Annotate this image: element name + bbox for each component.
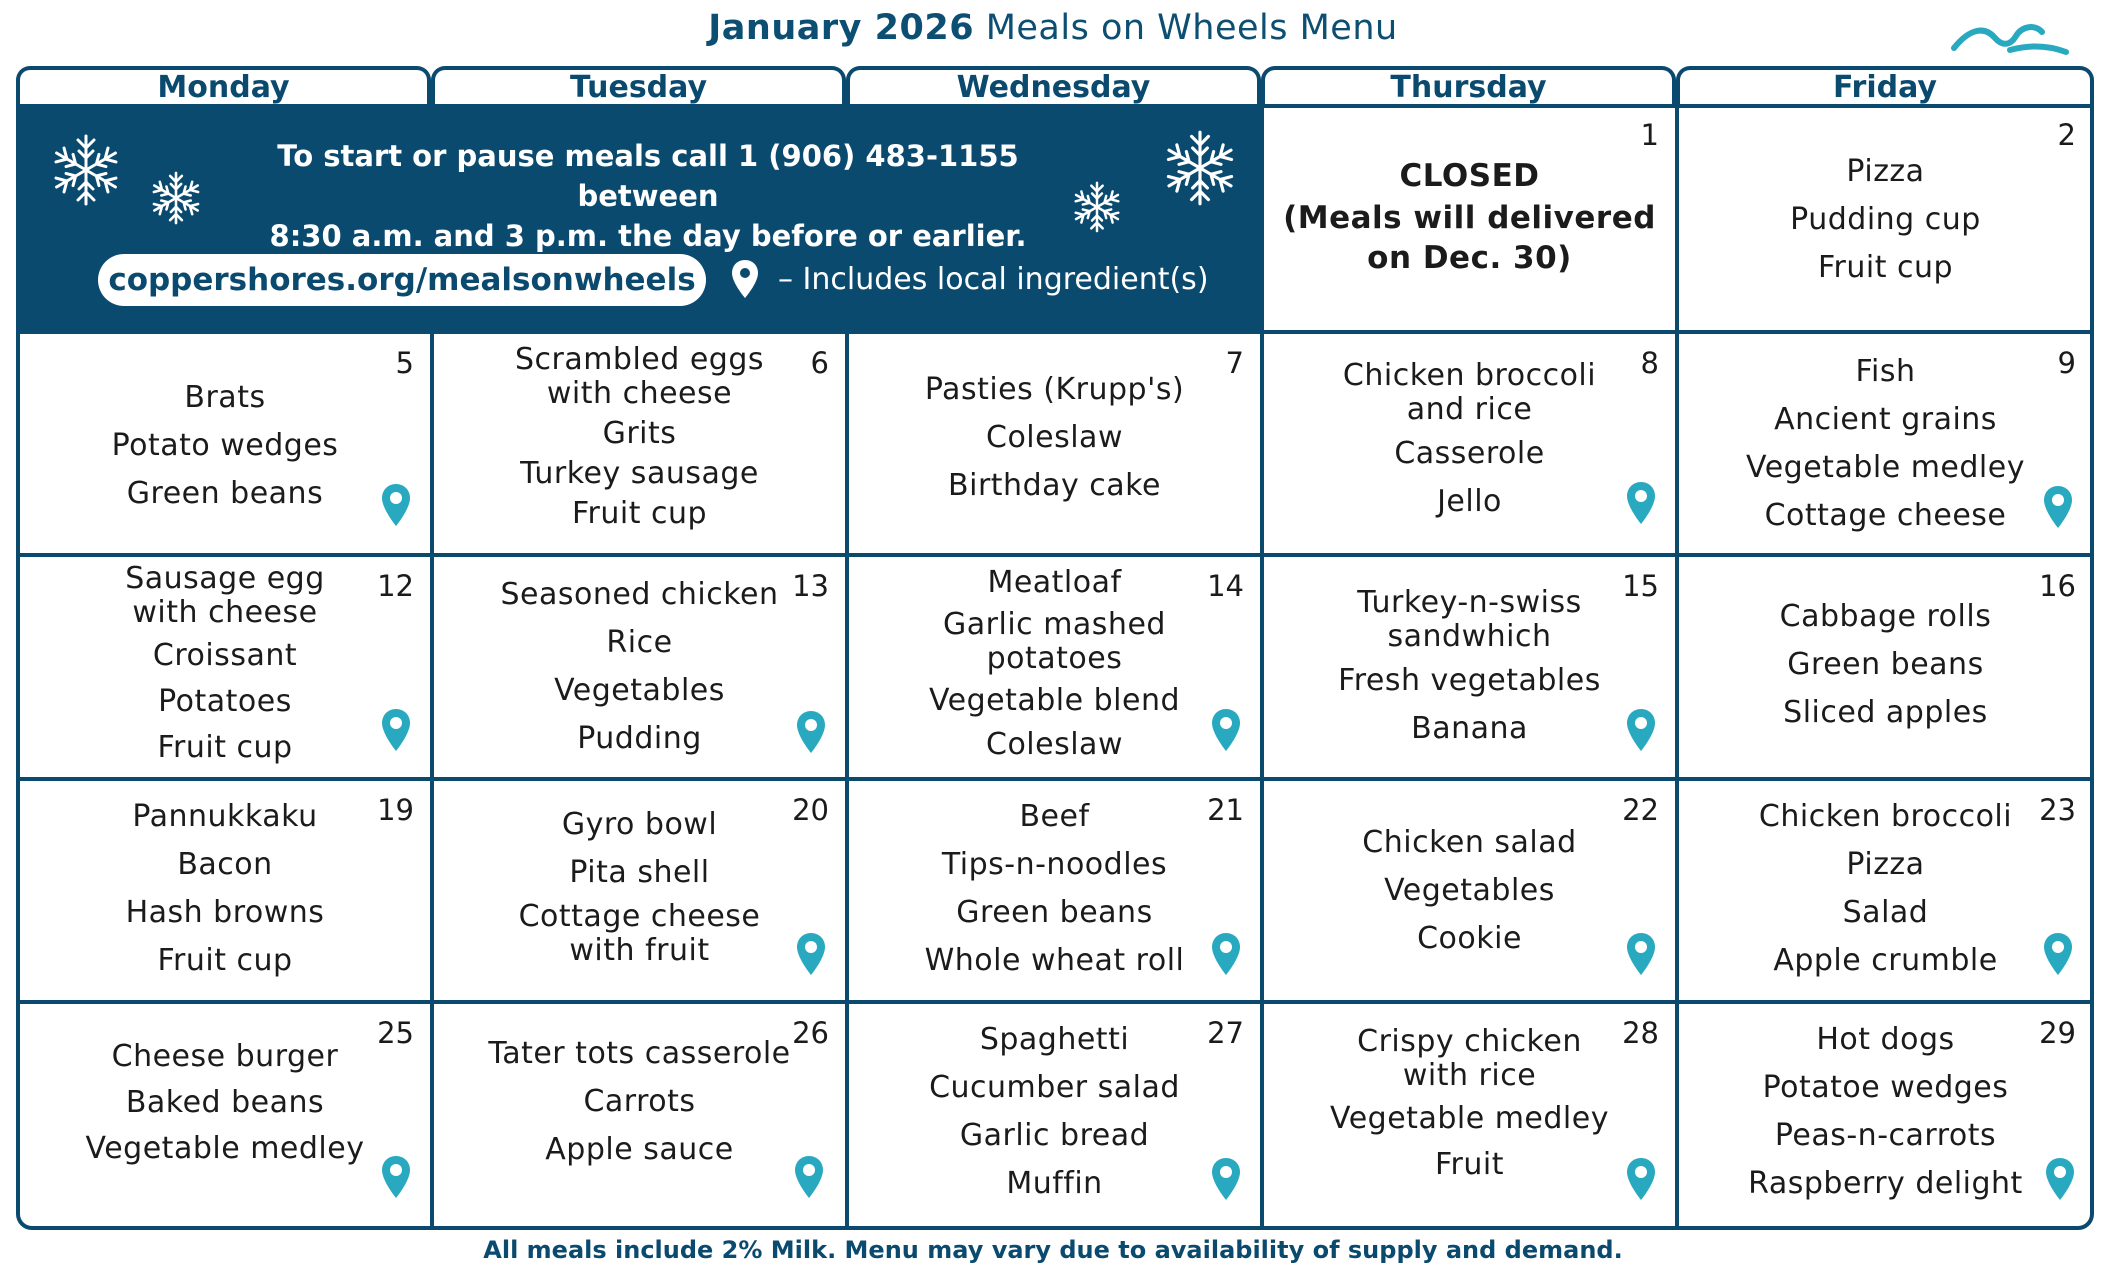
wave-logo-icon	[1950, 18, 2070, 58]
location-pin-icon	[730, 258, 760, 300]
day-cell-jan-20	[434, 781, 845, 1000]
menu-items	[1264, 356, 1675, 526]
menu-item: Baked beans	[125, 1085, 325, 1120]
menu-item: Cheese burger	[111, 1039, 339, 1074]
title-month: January 2026	[708, 8, 975, 48]
menu-item: Ancient grains	[1774, 402, 1997, 437]
menu-item: Salad	[1842, 895, 1929, 930]
day-number: 20	[792, 793, 829, 827]
location-pin-icon	[795, 709, 827, 755]
snowflake-icon	[148, 170, 204, 226]
day-number: 23	[2039, 793, 2076, 827]
day-number: 14	[1207, 569, 1244, 603]
location-pin-icon	[1210, 707, 1242, 753]
menu-item: Vegetables	[554, 673, 725, 708]
menu-items	[20, 793, 430, 985]
menu-item: Coleslaw	[986, 420, 1123, 455]
menu-item: Carrots	[583, 1084, 696, 1119]
location-pin-icon	[380, 1154, 412, 1200]
menu-item: Raspberry delight	[1748, 1166, 2023, 1201]
day-cell-jan-15	[1264, 557, 1675, 777]
day-number: 29	[2039, 1016, 2076, 1050]
menu-item: Gyro bowl	[561, 807, 718, 842]
day-number: 16	[2039, 569, 2076, 603]
menu-item: Garlic mashed potatoes	[943, 607, 1166, 676]
location-pin-icon	[793, 1154, 825, 1200]
location-pin-icon	[2042, 484, 2074, 530]
menu-item: Casserole	[1394, 436, 1545, 471]
day-number: 25	[377, 1016, 414, 1050]
menu-item: Cucumber salad	[929, 1070, 1180, 1105]
menu-items	[1264, 1022, 1675, 1188]
day-number: 2	[2057, 118, 2076, 152]
day-cell-jan-16	[1679, 557, 2092, 777]
menu-item: Fruit cup	[157, 730, 293, 765]
footer-note: All meals include 2% Milk. Menu may vary due to availability of supply and demand.	[483, 1236, 1623, 1264]
menu-items	[1679, 593, 2092, 737]
menu-item: Crispy chicken with rice	[1357, 1024, 1582, 1093]
menu-item: Meatloaf	[987, 565, 1122, 600]
menu-items	[20, 1034, 430, 1172]
day-cell-jan-9	[1679, 334, 2092, 553]
menu-item: Green beans	[126, 476, 324, 511]
day-number: 7	[1225, 346, 1244, 380]
menu-item: Scrambled eggs with cheese	[514, 342, 765, 411]
closed-note: (Meals will delivered	[1283, 200, 1656, 236]
menu-item: Spaghetti	[979, 1022, 1130, 1057]
day-cell-jan-5	[20, 334, 430, 553]
day-cell-jan-14	[849, 557, 1260, 777]
menu-item: Potato wedges	[111, 428, 339, 463]
menu-item: Apple crumble	[1773, 943, 1998, 978]
day-cell-jan-1	[1264, 106, 1675, 330]
day-number: 12	[377, 569, 414, 603]
day-header-tuesday: Tuesday	[431, 66, 846, 104]
menu-item: Peas-n-carrots	[1774, 1118, 1997, 1153]
day-number: 28	[1622, 1016, 1659, 1050]
day-number: 21	[1207, 793, 1244, 827]
menu-item: Fruit	[1434, 1147, 1505, 1182]
menu-items	[434, 571, 845, 763]
menu-item: Whole wheat roll	[924, 943, 1185, 978]
menu-item: Chicken broccoli	[1758, 799, 2013, 834]
location-pin-icon	[380, 707, 412, 753]
menu-items	[1264, 583, 1675, 753]
menu-items	[1679, 793, 2092, 985]
menu-items	[849, 366, 1260, 510]
menu-item: Pizza	[1846, 847, 1925, 882]
menu-item: Cottage cheese	[1764, 498, 2007, 533]
day-cell-jan-27	[849, 1004, 1260, 1226]
menu-item: Turkey sausage	[520, 456, 759, 491]
menu-item: Seasoned chicken	[500, 577, 779, 612]
day-header-monday: Monday	[16, 66, 431, 104]
menu-item: Cookie	[1417, 921, 1522, 956]
menu-item: Jello	[1437, 484, 1502, 519]
location-pin-icon	[1625, 1156, 1657, 1202]
menu-item: Pasties (Krupp's)	[924, 372, 1185, 407]
menu-items	[1679, 1016, 2092, 1208]
menu-item: Hash browns	[125, 895, 325, 930]
day-cell-jan-19	[20, 781, 430, 1000]
menu-items	[1679, 148, 2092, 292]
menu-items	[849, 561, 1260, 767]
menu-item: Vegetable blend	[928, 683, 1181, 718]
location-pin-icon	[380, 482, 412, 528]
menu-item: Vegetable medley	[85, 1131, 365, 1166]
call-instructions	[218, 136, 1078, 256]
day-number: 9	[2057, 346, 2076, 380]
menu-items	[434, 340, 845, 534]
menu-item: Sliced apples	[1783, 695, 1988, 730]
menu-item: Croissant	[152, 638, 298, 673]
day-header-wednesday: Wednesday	[846, 66, 1261, 104]
day-cell-jan-6	[434, 334, 845, 553]
location-pin-icon	[1625, 931, 1657, 977]
menu-item: Vegetable medley	[1330, 1101, 1609, 1136]
menu-item: Bacon	[177, 847, 273, 882]
day-cell-jan-22	[1264, 781, 1675, 1000]
day-number: 22	[1622, 793, 1659, 827]
location-pin-icon	[1210, 931, 1242, 977]
day-cell-jan-29	[1679, 1004, 2092, 1226]
menu-item: Fresh vegetables	[1338, 663, 1601, 698]
menu-item: Green beans	[956, 895, 1153, 930]
day-cell-jan-28	[1264, 1004, 1675, 1226]
menu-item: Green beans	[1787, 647, 1984, 682]
day-number: 8	[1640, 346, 1659, 380]
day-cell-jan-2	[1679, 106, 2092, 330]
menu-item: Potatoe wedges	[1762, 1070, 2009, 1105]
day-number: 6	[810, 346, 829, 380]
menu-items	[20, 374, 430, 518]
day-cell-jan-12	[20, 557, 430, 777]
menu-items	[434, 1030, 845, 1174]
menu-item: Vegetable medley	[1746, 450, 2025, 485]
day-number: 5	[395, 346, 414, 380]
title-text: Meals on Wheels Menu	[985, 8, 1398, 48]
menu-item: Pudding cup	[1790, 202, 1981, 237]
day-cell-jan-7	[849, 334, 1260, 553]
menu-item: Tater tots casserole	[488, 1036, 791, 1071]
closed-notice	[1264, 154, 1675, 278]
snowflake-icon	[1070, 180, 1124, 234]
menu-item: Fish	[1855, 354, 1916, 389]
snowflake-icon	[1160, 128, 1240, 208]
menu-item: Tips-n-noodles	[941, 847, 1168, 882]
location-pin-icon	[1625, 480, 1657, 526]
day-cell-jan-23	[1679, 781, 2092, 1000]
menu-items	[849, 1016, 1260, 1208]
snowflake-icon	[48, 132, 124, 208]
menu-item: Chicken salad	[1362, 825, 1577, 860]
menu-item: Banana	[1411, 711, 1528, 746]
day-number: 26	[792, 1016, 829, 1050]
closed-label: CLOSED	[1399, 158, 1540, 194]
day-number: 19	[377, 793, 414, 827]
menu-item: Hot dogs	[1816, 1022, 1955, 1057]
menu-item: Vegetables	[1384, 873, 1555, 908]
menu-item: Coleslaw	[986, 727, 1123, 762]
menu-items	[849, 793, 1260, 985]
day-number: 13	[792, 569, 829, 603]
location-pin-icon	[795, 931, 827, 977]
menu-item: Grits	[602, 416, 677, 451]
day-cell-jan-13	[434, 557, 845, 777]
location-pin-icon	[1625, 707, 1657, 753]
menu-item: Cabbage rolls	[1779, 599, 1992, 634]
call-line: To start or pause meals call 1 (906) 483-1155 between	[277, 139, 1019, 213]
menu-item: Apple sauce	[545, 1132, 734, 1167]
menu-items	[1679, 348, 2092, 540]
menu-item: Birthday cake	[948, 468, 1161, 503]
day-number: 15	[1622, 569, 1659, 603]
page-title	[0, 8, 2106, 48]
menu-items	[1264, 819, 1675, 963]
menu-items	[434, 801, 845, 971]
closed-note: on Dec. 30)	[1367, 240, 1572, 276]
day-cell-jan-21	[849, 781, 1260, 1000]
day-header-friday: Friday	[1676, 66, 2094, 104]
menu-item: Chicken broccoli and rice	[1342, 358, 1597, 427]
call-line: 8:30 a.m. and 3 p.m. the day before or earlier.	[269, 219, 1027, 253]
menu-item: Cottage cheese with fruit	[518, 899, 761, 968]
menu-item: Garlic bread	[959, 1118, 1150, 1153]
location-pin-icon	[2042, 931, 2074, 977]
menu-item: Beef	[1019, 799, 1090, 834]
location-pin-icon	[1210, 1156, 1242, 1202]
day-number: 1	[1640, 118, 1659, 152]
website-link[interactable]: coppershores.org/mealsonwheels	[98, 254, 706, 306]
day-cell-jan-26	[434, 1004, 845, 1226]
location-pin-icon	[2044, 1156, 2076, 1202]
day-cell-jan-8	[1264, 334, 1675, 553]
day-header-thursday: Thursday	[1261, 66, 1676, 104]
menu-item: Rice	[606, 625, 673, 660]
menu-items	[20, 559, 430, 771]
menu-item: Pita shell	[569, 855, 710, 890]
info-banner	[18, 106, 1262, 330]
menu-item: Sausage egg with cheese	[125, 561, 325, 630]
menu-item: Pudding	[577, 721, 702, 756]
menu-item: Fruit cup	[571, 496, 708, 531]
day-cell-jan-25	[20, 1004, 430, 1226]
menu-item: Turkey-n-swiss sandwhich	[1357, 585, 1582, 654]
menu-item: Pannukkaku	[132, 799, 318, 834]
menu-item: Muffin	[1006, 1166, 1103, 1201]
legend-text: – Includes local ingredient(s)	[778, 262, 1209, 297]
menu-item: Brats	[184, 380, 266, 415]
menu-item: Potatoes	[158, 684, 292, 719]
menu-item: Pizza	[1846, 154, 1925, 189]
day-number: 27	[1207, 1016, 1244, 1050]
menu-item: Fruit cup	[157, 943, 293, 978]
menu-item: Fruit cup	[1817, 250, 1954, 285]
